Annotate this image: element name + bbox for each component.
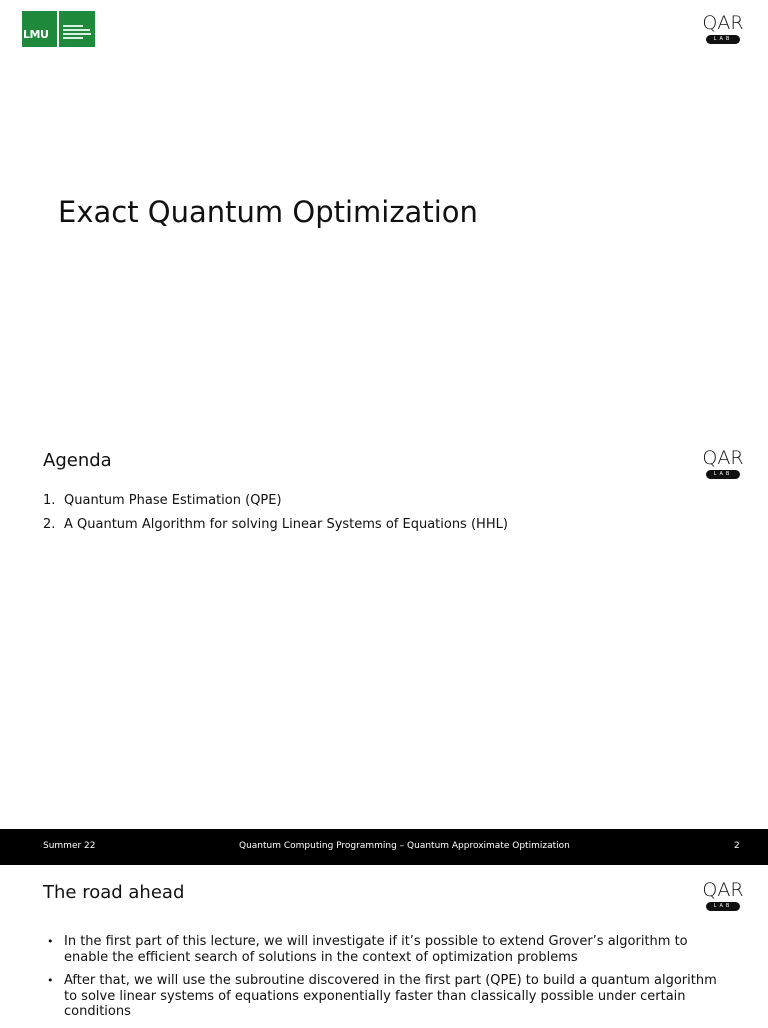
lmu-logo-mark (22, 11, 57, 47)
agenda-item-number: 1. (43, 493, 56, 508)
qar-logo-word: QAR (702, 447, 744, 469)
lmu-logo (22, 11, 95, 47)
qar-logo-word: QAR (702, 12, 744, 34)
footer-semester: Summer 22 (43, 841, 96, 851)
agenda-list (43, 492, 508, 540)
road-ahead-heading: The road ahead (43, 882, 185, 903)
qar-lab-logo (697, 13, 749, 49)
lmu-logo-text: LMU (23, 28, 49, 41)
footer-page-number: 2 (734, 841, 740, 851)
agenda-heading: Agenda (43, 450, 112, 471)
qar-lab-logo (697, 880, 749, 916)
slide-title: Exact Quantum Optimization (58, 195, 478, 229)
agenda-item (43, 516, 508, 540)
road-ahead-bullets (47, 934, 727, 1028)
footer-course-title: Quantum Computing Programming – Quantum Approximate Optimization (239, 841, 570, 851)
qar-lab-logo (697, 448, 749, 484)
agenda-item (43, 492, 508, 516)
qar-logo-tag: LAB (706, 902, 740, 911)
lmu-logo-wordmark (59, 11, 95, 47)
qar-logo-word: QAR (702, 879, 744, 901)
agenda-item-number: 2. (43, 517, 56, 532)
qar-logo-tag: LAB (706, 470, 740, 479)
agenda-item-text: Quantum Phase Estimation (QPE) (64, 493, 282, 508)
bullet-item: • In the first part of this lecture, we will investigate if it’s possible to extend Grover’s algorithm to enable the efficient search of solutions in the context of optimization problems (47, 934, 727, 965)
agenda-item-text: A Quantum Algorithm for solving Linear Systems of Equations (HHL) (64, 517, 508, 532)
slide-footer (0, 829, 768, 865)
qar-logo-tag: LAB (706, 35, 740, 44)
bullet-item: • After that, we will use the subroutine discovered in the first part (QPE) to build a quantum algorithm to solve linear systems of equations exponentially faster than classically possible under certain conditions (47, 973, 727, 1020)
